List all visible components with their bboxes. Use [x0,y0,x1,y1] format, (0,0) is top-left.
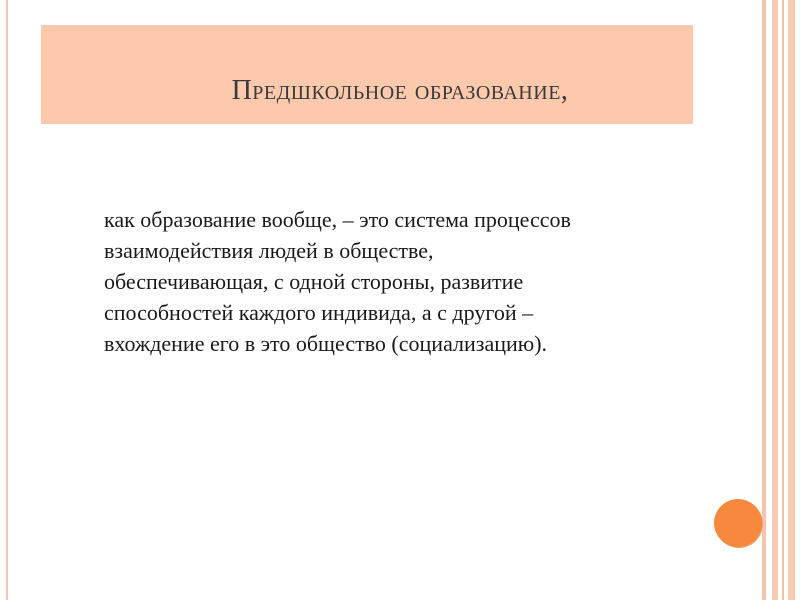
paragraph-line: взаимодействия людей в обществе, [104,238,434,263]
paragraph-line: вхождение его в это общество (социализацию). [104,331,548,356]
paragraph-line: способностей каждого индивида, а с другой – [104,300,534,325]
paragraph-line: как образование вообще, – это система процессов [104,207,571,232]
accent-circle [714,499,762,547]
slide-paragraph [104,204,724,359]
paragraph-line: обеспечивающая, с одной стороны, развитие [104,269,524,294]
slide-title: Предшкольное образование, [231,75,569,106]
